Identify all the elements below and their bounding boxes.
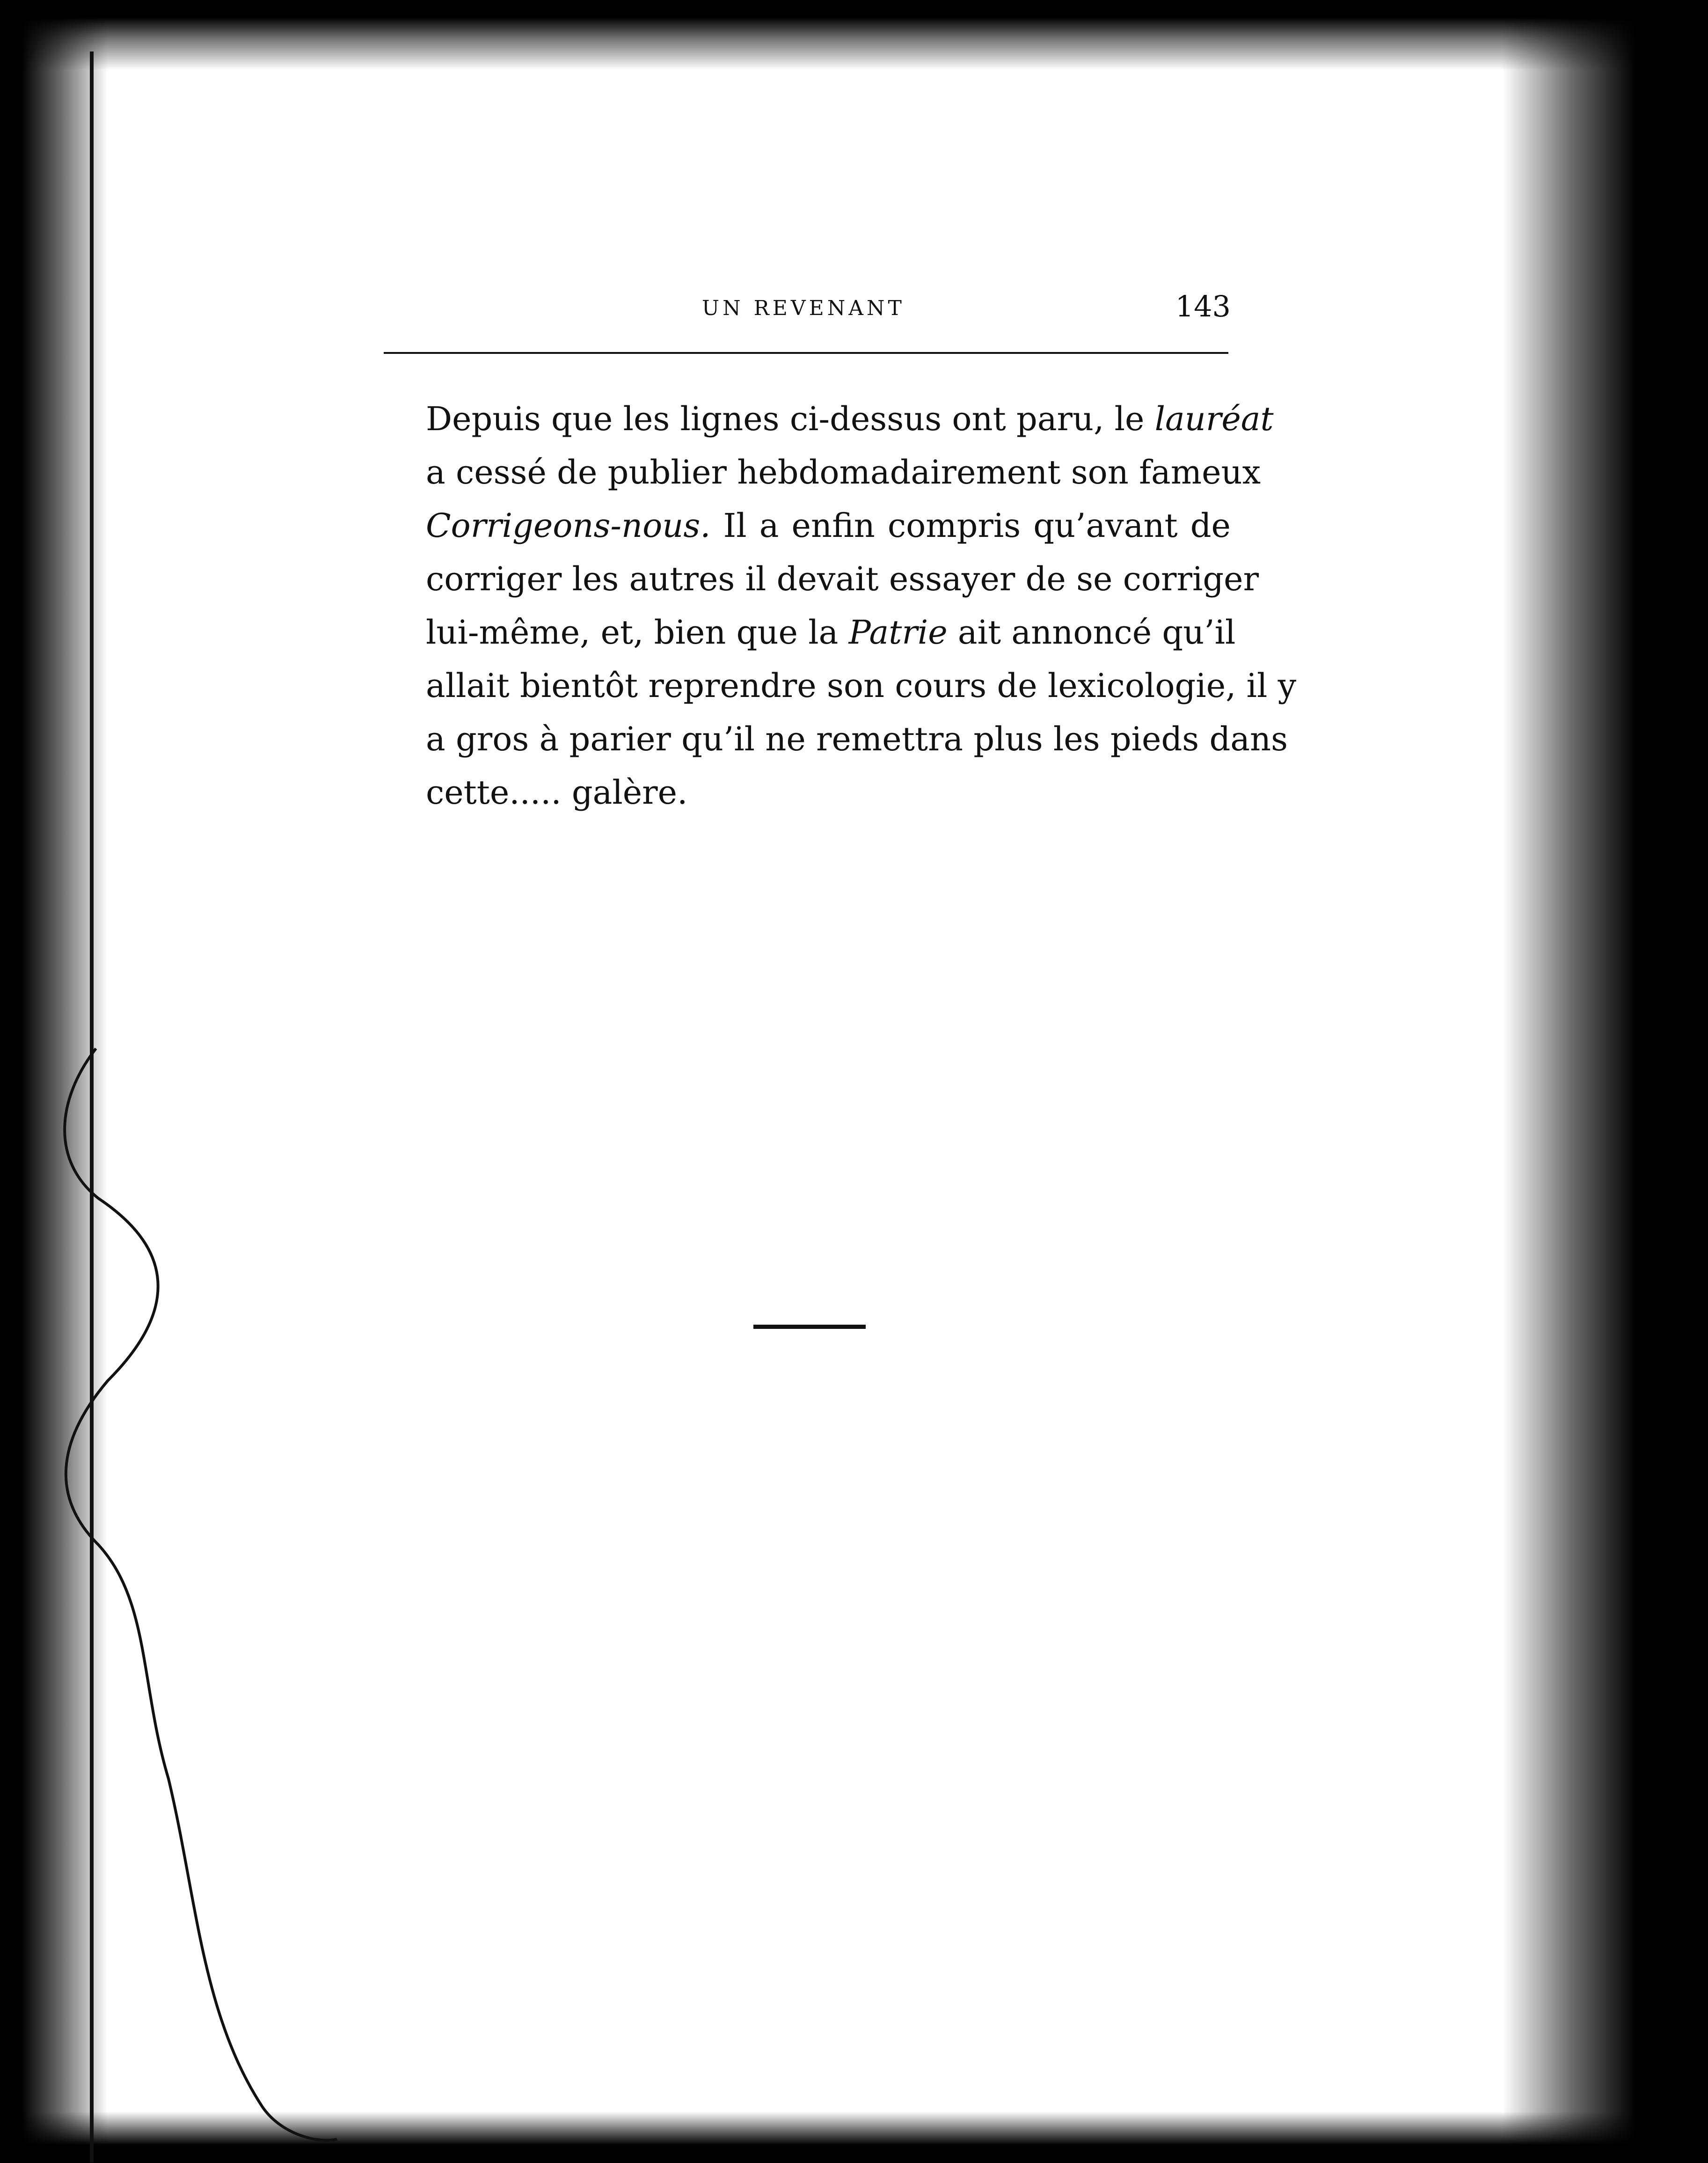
- body-paragraph: [388, 392, 1297, 819]
- running-title: UN REVENANT: [702, 296, 905, 320]
- text-line: a cessé de publier hebdomadairement son fameux: [426, 453, 1261, 491]
- running-head: [384, 289, 1231, 331]
- text-line: corriger les autres il devait essayer de se corriger: [426, 560, 1259, 598]
- text-line: allait bientôt reprendre son cours de lexicologie, il y: [426, 667, 1297, 705]
- text-line: a gros à parier qu’il ne remettra plus les pieds dans: [426, 720, 1288, 758]
- text-line: lui-même, et, bien que la Patrie ait annoncé qu’il: [426, 613, 1236, 652]
- header-rule: [384, 352, 1228, 354]
- text-line: Corrigeons-nous. Il a enfin compris qu’avant de: [426, 506, 1231, 545]
- section-end-rule: [753, 1325, 866, 1329]
- text-line: cette..... galère.: [426, 773, 688, 812]
- text-line: Depuis que les lignes ci-dessus ont paru, le lauréat: [426, 400, 1274, 438]
- page-number: 143: [1175, 289, 1231, 323]
